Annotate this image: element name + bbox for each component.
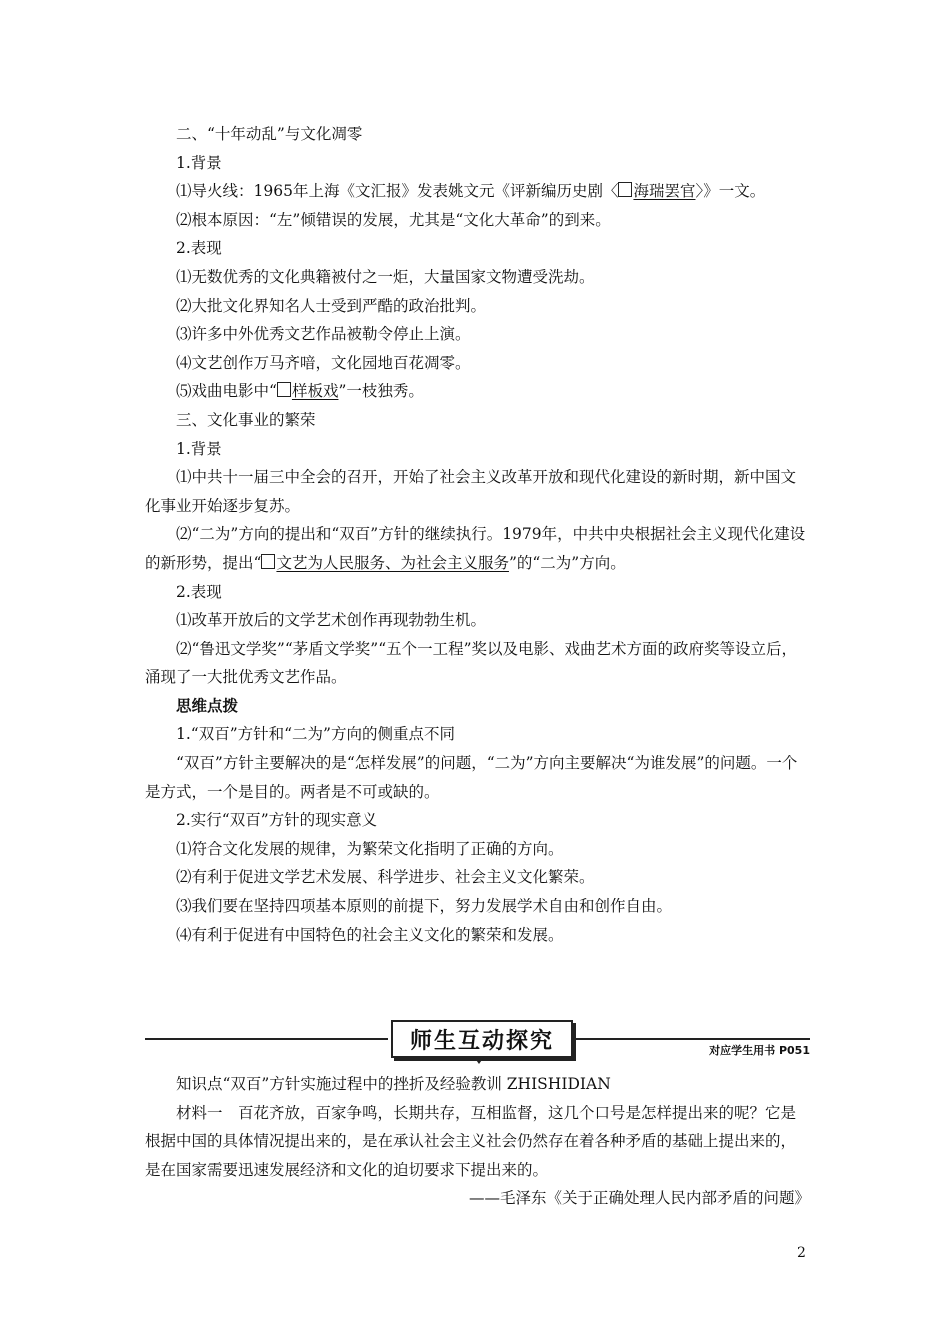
section2-background-2: ⑵根本原因：“左”倾错误的发展，尤其是“文化大革命”的到来。 [176,210,611,229]
section2-performance-3: ⑶许多中外优秀文艺作品被勒令停止上演。 [176,325,471,344]
material-source: ——毛泽东《关于正确处理人民内部矛盾的问题》 [468,1189,810,1208]
section2-performance-1: ⑴无数优秀的文化典籍被付之一炬，大量国家文物遭受洗劫。 [176,267,595,286]
s3bg2-text-pre: ⑵“二为”方向的提出和“双百”方针的继续执行。1979年，中共中央根据社会主义现代化建设的新形势，提出“ [145,525,806,572]
knowledge-content [145,1070,810,1213]
s3bg2-blank [261,554,509,572]
banner-left-rule [145,1038,388,1040]
page-number: 2 [797,1245,806,1261]
thinking-point-1-body: “双百”方针主要解决的是“怎样发展”的问题，“二为”方向主要解决“为谁发展”的问题。一个是方式，一个是目的。两者是不可或缺的。 [145,754,798,801]
section3-performance-label: 2.表现 [176,582,222,601]
banner-reference: 对应学生用书 P051 [709,1044,810,1057]
perf5-text-pre: ⑸戏曲电影中“ [176,382,277,401]
thinking-point-2-item-3: ⑶我们要在坚持四项基本原则的前提下，努力发展学术自由和创作自由。 [176,897,673,916]
blank-box-icon [277,382,291,397]
thinking-point-2-item-2: ⑵有利于促进文学艺术发展、科学进步、社会主义文化繁荣。 [176,868,595,887]
section2-performance-5 [145,377,810,406]
section3-background-2 [145,520,810,577]
knowledge-heading: 知识点“双百”方针实施过程中的挫折及经验教训 ZHISHIDIAN [176,1075,611,1093]
section2-performance-label: 2.表现 [176,239,222,258]
bg1-blank [618,182,695,200]
bg1-text-post: 〉》一文。 [695,182,766,201]
perf5-text-post: ”一枝独秀。 [338,382,424,401]
section2-performance-4: ⑷文艺创作万马齐喑，文化园地百花凋零。 [176,353,471,372]
s3bg2-answer: 文艺为人民服务、为社会主义服务 [276,553,509,572]
thinking-point-2-item-4: ⑷有利于促进有中国特色的社会主义文化的繁荣和发展。 [176,925,564,944]
thinking-heading: 思维点拨 [176,695,239,715]
section2-background-1 [145,177,810,206]
section2-heading: 二、“十年动乱”与文化凋零 [176,125,363,143]
bg1-answer: 海瑞罢官 [633,182,696,201]
s3bg2-text-post: ”的“二为”方向。 [508,553,626,572]
section3-performance-1: ⑴改革开放后的文学艺术创作再现勃勃生机。 [176,611,487,630]
section3-background-label: 1.背景 [176,439,222,458]
thinking-point-1-title: 1.“双百”方针和“二为”方向的侧重点不同 [176,725,455,744]
thinking-point-2-item-1: ⑴符合文化发展的规律，为繁荣文化指明了正确的方向。 [176,839,564,858]
perf5-answer: 样板戏 [291,382,339,401]
main-content [145,120,810,949]
perf5-blank [277,382,339,400]
banner-pointer-icon [474,1057,484,1064]
section3-background-1: ⑴中共十一届三中全会的召开，开始了社会主义改革开放和现代化建设的新时期，新中国文化事业开始逐步复苏。 [145,468,797,515]
banner-right-rule [573,1038,810,1040]
section-banner [145,1017,810,1063]
thinking-point-2-title: 2.实行“双百”方针的现实意义 [176,811,378,830]
blank-box-icon [618,182,632,197]
section3-performance-2: ⑵“鲁迅文学奖”“茅盾文学奖”“五个一工程”奖以及电影、戏曲艺术方面的政府奖等设立后，涌现了一大批优秀文艺作品。 [145,639,798,687]
section2-performance-2: ⑵大批文化界知名人士受到严酷的政治批判。 [176,296,487,315]
section3-heading: 三、文化事业的繁荣 [176,410,316,429]
bg1-text-pre: ⑴导火线：1965年上海《文汇报》发表姚文元《评新编历史剧〈 [176,182,619,201]
material-one: 材料一 百花齐放，百家争鸣，长期共存，互相监督，这几个口号是怎样提出来的呢？它是根据中国的具体情况提出来的，是在承认社会主义社会仍然存在着各种矛盾的基础上提出来的，是在国家需要迅速发展经济和文化的迫切要求下提出来的。 [145,1103,797,1179]
blank-box-icon [261,554,275,569]
banner-title: 师生互动探究 [391,1020,573,1058]
section2-background-label: 1.背景 [176,153,222,172]
